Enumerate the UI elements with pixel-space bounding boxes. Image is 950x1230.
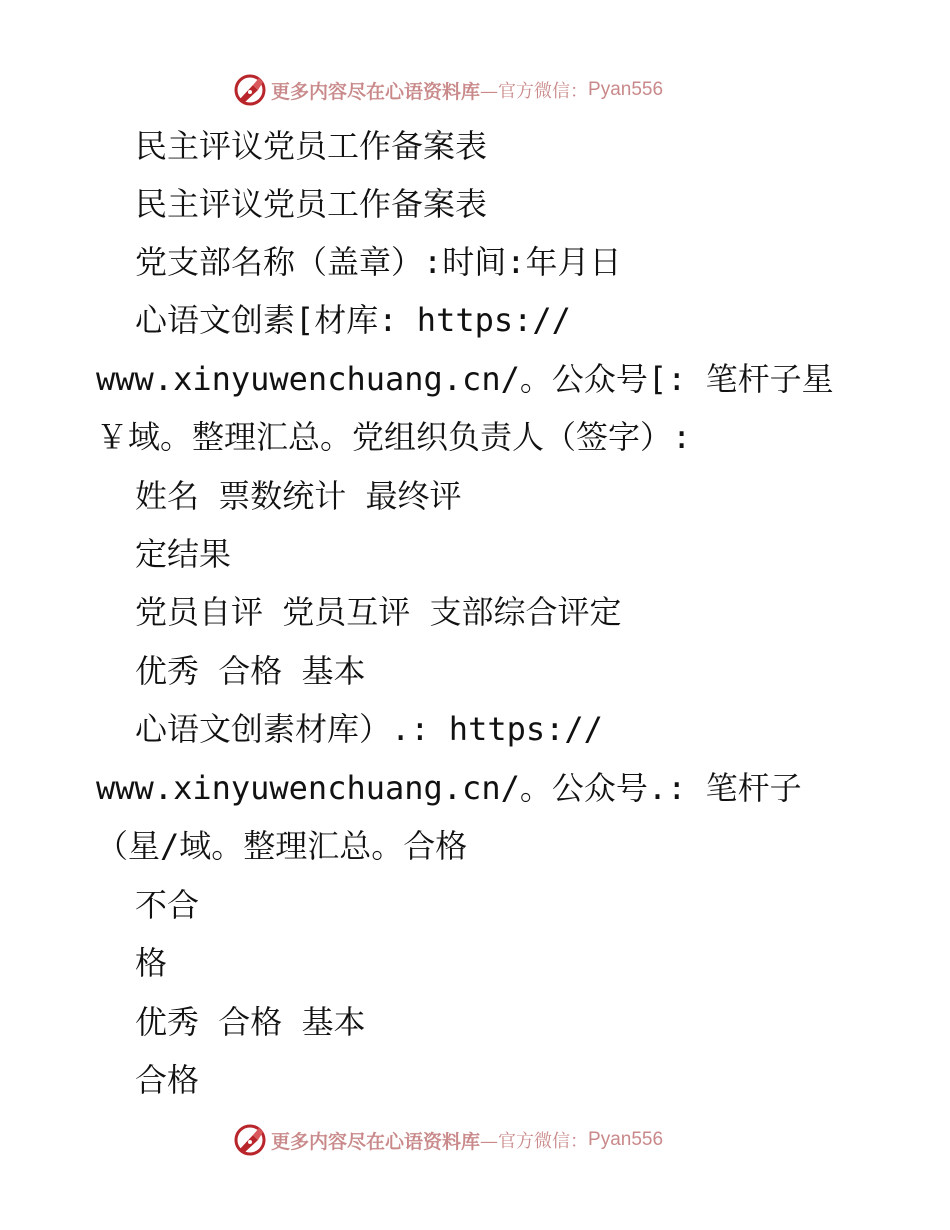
doc-table-row-line: 优秀 合格 基本 [135,652,366,690]
banner-wechat-id: Pyan556 [588,79,664,100]
banner-wechat-id: Pyan556 [588,1129,664,1150]
doc-text-line: 心语文创素[材库: https:// [135,301,571,339]
doc-text-line: ￥域。整理汇总。党组织负责人（签字）: [96,418,692,456]
pen-logo-icon [233,1123,267,1157]
doc-text-line: www.xinyuwenchuang.cn/。公众号[: 笔杆子星 [96,360,834,398]
doc-table-row-line: 格 [135,944,168,982]
banner-subtitle: —官方微信： [480,1131,589,1152]
doc-table-row-line: 不合 [135,886,200,924]
doc-text-line: （星/域。整理汇总。合格 [96,827,468,865]
doc-table-header-line: 定结果 [135,535,232,573]
banner-title: 更多内容尽在心语资料库 [271,1130,481,1153]
doc-table-header-line: 姓名 票数统计 最终评 [135,477,462,515]
banner-subtitle: —官方微信： [480,81,589,102]
banner-title: 更多内容尽在心语资料库 [271,80,481,103]
doc-text-line: www.xinyuwenchuang.cn/。公众号.: 笔杆子 [96,769,802,807]
doc-table-header-line: 党员自评 党员互评 支部综合评定 [135,593,622,631]
doc-title-line: 民主评议党员工作备案表 [135,127,488,165]
doc-branch-line: 党支部名称（盖章）:时间:年月日 [135,243,622,281]
doc-text-line: 心语文创素材库）.: https:// [135,710,603,748]
doc-title-line-repeat: 民主评议党员工作备案表 [135,185,488,223]
doc-table-row-line: 优秀 合格 基本 [135,1003,366,1041]
doc-table-row-line: 合格 [135,1061,200,1099]
footer-banner [233,1122,663,1158]
header-banner [233,72,663,108]
pen-logo-icon [233,73,267,107]
